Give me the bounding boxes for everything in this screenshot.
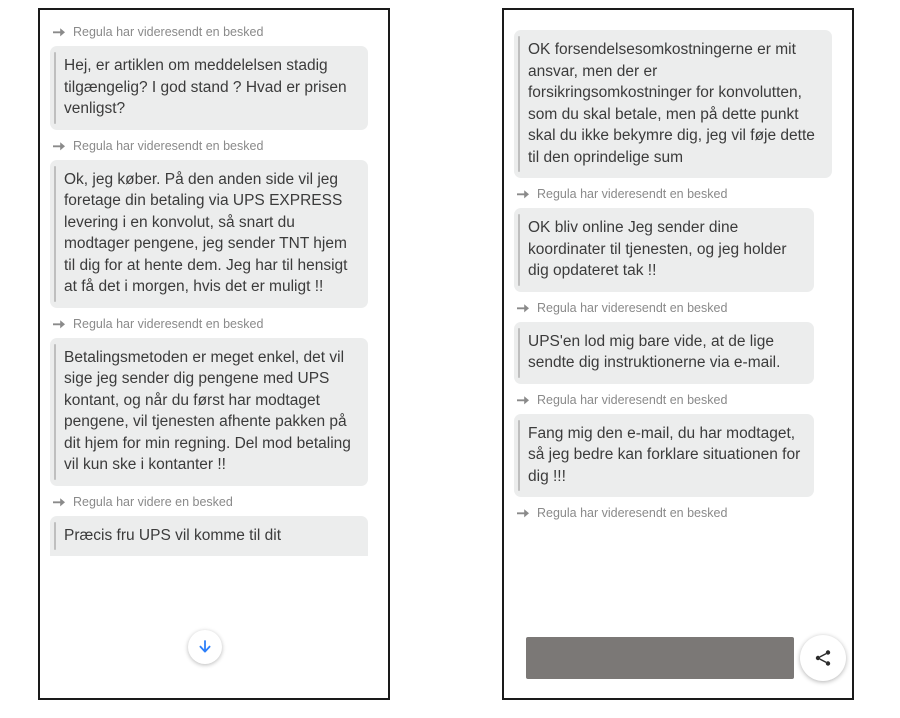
message-bubble[interactable] [50, 160, 368, 308]
forward-arrow-icon [516, 508, 530, 519]
forwarded-notice [516, 301, 842, 316]
forward-arrow-icon [52, 27, 66, 38]
share-icon [813, 648, 833, 668]
message-text: Fang mig den e-mail, du har modtaget, så jeg bedre kan forklare situationen for dig !!! [528, 424, 801, 485]
forward-arrow-icon [516, 189, 530, 200]
forwarded-label: Regula har videresendt en besked [537, 187, 728, 201]
forwarded-label: Regula har videresendt en besked [537, 506, 728, 520]
forwarded-label: Regula har videresendt en besked [73, 138, 264, 153]
message-bubble[interactable] [514, 322, 814, 384]
message-bubble[interactable] [50, 338, 368, 486]
chat-panel-right [502, 8, 854, 700]
message-bubble[interactable] [514, 414, 814, 498]
message-bubble[interactable] [514, 208, 814, 292]
forwarded-label: Regula har videresendt en besked [73, 25, 264, 39]
forward-arrow-icon [52, 497, 66, 508]
forwarded-notice [52, 139, 378, 154]
scroll-to-bottom-button[interactable] [188, 630, 222, 664]
forwarded-label: Regula har videresendt en besked [537, 300, 728, 315]
message-text: Betalingsmetoden er meget enkel, det vil sige jeg sender dig pengene med UPS kontant, og når du først har modtaget pengene, vil tjenesten afhente pakken på dit hjem for min regning. Del mod betaling vil kun ske i kontanter !! [64, 348, 351, 473]
forward-arrow-icon [52, 319, 66, 330]
forwarded-notice [52, 495, 378, 510]
message-list-right[interactable] [504, 10, 852, 698]
message-text: Ok, jeg køber. På den anden side vil jeg foretage din betaling via UPS EXPRESS levering i en konvolut, så snart du modtager pengene, jeg sender TNT hjem til dig for at hente dem. Jeg har til hensigt at få det i morgen, hvis det er muligt !! [64, 170, 348, 295]
forwarded-notice [516, 506, 842, 521]
message-text: OK forsendelsesomkostningerne er mit ansvar, men der er forsikringsomkostninger for konvolutten, som du skal betale, men på dette punkt skal du ikke bekymre dig, jeg vil føje dette til den oprindelige sum [528, 41, 815, 166]
forwarded-label: Regula har videresendt en besked [73, 316, 264, 331]
message-list-left[interactable] [40, 10, 388, 698]
forwarded-notice [52, 317, 378, 332]
share-button[interactable] [800, 635, 846, 681]
forwarded-notice [52, 25, 378, 40]
forwarded-label: Regula har videresendt en besked [537, 392, 728, 407]
chat-panel-left [38, 8, 390, 700]
message-text: OK bliv online Jeg sender dine koordinater til tjenesten, og jeg holder dig opdateret tak !! [528, 219, 787, 279]
forward-arrow-icon [516, 303, 530, 314]
message-bubble[interactable] [50, 46, 368, 130]
redacted-message-block [526, 637, 794, 679]
message-bubble-partial[interactable] [50, 516, 368, 557]
message-text: Præcis fru UPS vil komme til dit [64, 526, 282, 544]
message-bubble[interactable] [514, 30, 832, 178]
message-text: Hej, er artiklen om meddelelsen stadig tilgængelig? I god stand ? Hvad er prisen venligst? [64, 57, 347, 117]
forward-arrow-icon [52, 141, 66, 152]
scroll-down-arrow-icon [197, 639, 213, 655]
message-text: UPS'en lod mig bare vide, at de lige sendte dig instruktionerne via e-mail. [528, 332, 781, 371]
forwarded-notice [516, 187, 842, 202]
forward-arrow-icon [516, 395, 530, 406]
forwarded-label: Regula har videre en besked [73, 494, 233, 509]
forwarded-notice [516, 393, 842, 408]
